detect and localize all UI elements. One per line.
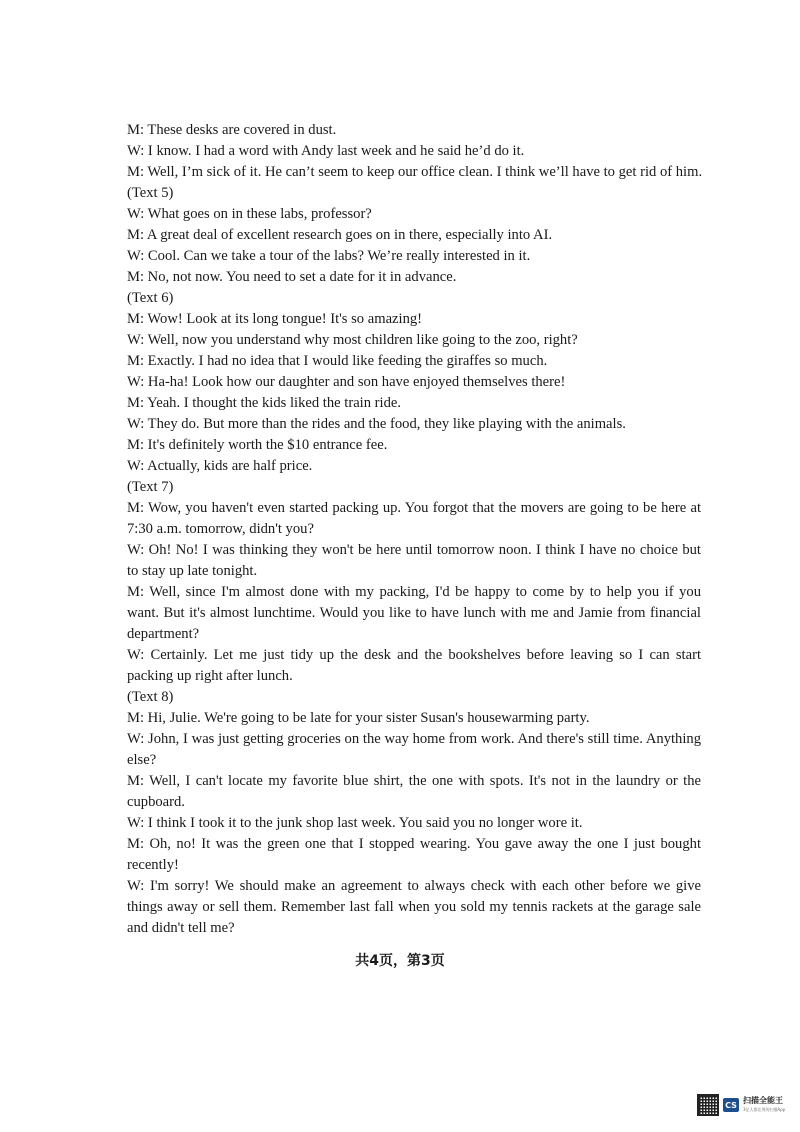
text-paragraph: W: Certainly. Let me just tidy up the desk and the bookshelves before leaving so I can start packing up right after lunch.: [127, 647, 701, 684]
text-paragraph: M: Oh, no! It was the green one that I stopped wearing. You gave away the one I just bought recently!: [127, 836, 701, 873]
scanner-watermark: [697, 1088, 789, 1122]
text-line: W: Cool. Can we take a tour of the labs? We’re really interested in it.: [127, 248, 531, 264]
section-heading: (Text 7): [127, 479, 174, 495]
text-line: M: Well, I’m sick of it. He can’t seem to keep our office clean. I think we’ll have to get rid of him.: [127, 164, 703, 180]
text-paragraph: M: Well, since I'm almost done with my packing, I'd be happy to come by to help you if you want. But it's almost lunchtime. Would you like to have lunch with me and Jamie from financial department?: [127, 584, 701, 642]
watermark-app-name: 扫描全能王: [743, 1096, 783, 1105]
text-line: M: No, not now. You need to set a date for it in advance.: [127, 269, 457, 285]
text-paragraph: W: I think I took it to the junk shop last week. You said you no longer wore it.: [127, 815, 583, 831]
text-line: M: Yeah. I thought the kids liked the train ride.: [127, 395, 402, 411]
text-line: W: Well, now you understand why most children like going to the zoo, right?: [127, 332, 578, 348]
text-paragraph: W: Oh! No! I was thinking they won't be here until tomorrow noon. I think I have no choice but to stay up late tonight.: [127, 542, 701, 579]
section-heading: (Text 8): [127, 689, 174, 705]
text-line: M: A great deal of excellent research goes on in there, especially into AI.: [127, 227, 553, 243]
page-footer: [0, 950, 800, 970]
text-line: W: They do. But more than the rides and the food, they like playing with the animals.: [127, 416, 626, 432]
text-line: M: Wow! Look at its long tongue! It's so amazing!: [127, 311, 423, 327]
text-paragraph: M: Well, I can't locate my favorite blue shirt, the one with spots. It's not in the laundry or the cupboard.: [127, 773, 701, 810]
qr-code-icon: [697, 1094, 719, 1116]
cs-logo-icon: CS: [723, 1098, 739, 1112]
text-paragraph: W: I'm sorry! We should make an agreement to always check with each other before we give things away or sell them. Remember last fall when you sold my tennis rackets at the garage sale and didn't tell me?: [127, 878, 701, 936]
text-line: M: It's definitely worth the $10 entrance fee.: [127, 437, 388, 453]
text-line: W: I know. I had a word with Andy last week and he said he’d do it.: [127, 143, 525, 159]
section-heading: (Text 6): [127, 290, 174, 306]
page-number: 共4页，第3页: [355, 953, 445, 969]
text-line: M: These desks are covered in dust.: [127, 122, 337, 138]
text-paragraph: W: John, I was just getting groceries on the way home from work. And there's still time. Anything else?: [127, 731, 701, 768]
watermark-text: [743, 1096, 785, 1114]
text-line: W: Actually, kids are half price.: [127, 458, 313, 474]
text-line: W: Ha-ha! Look how our daughter and son have enjoyed themselves there!: [127, 374, 566, 390]
text-line: W: What goes on in these labs, professor?: [127, 206, 372, 222]
text-line: M: Exactly. I had no idea that I would like feeding the giraffes so much.: [127, 353, 548, 369]
text-paragraph: M: Wow, you haven't even started packing up. You forgot that the movers are going to be here at 7:30 a.m. tomorrow, didn't you?: [127, 500, 701, 537]
dialogue-text: [127, 120, 701, 939]
section-heading: (Text 5): [127, 185, 174, 201]
text-paragraph: M: Hi, Julie. We're going to be late for your sister Susan's housewarming party.: [127, 710, 590, 726]
watermark-tagline: 3亿人都在用的扫描App: [743, 1107, 786, 1112]
